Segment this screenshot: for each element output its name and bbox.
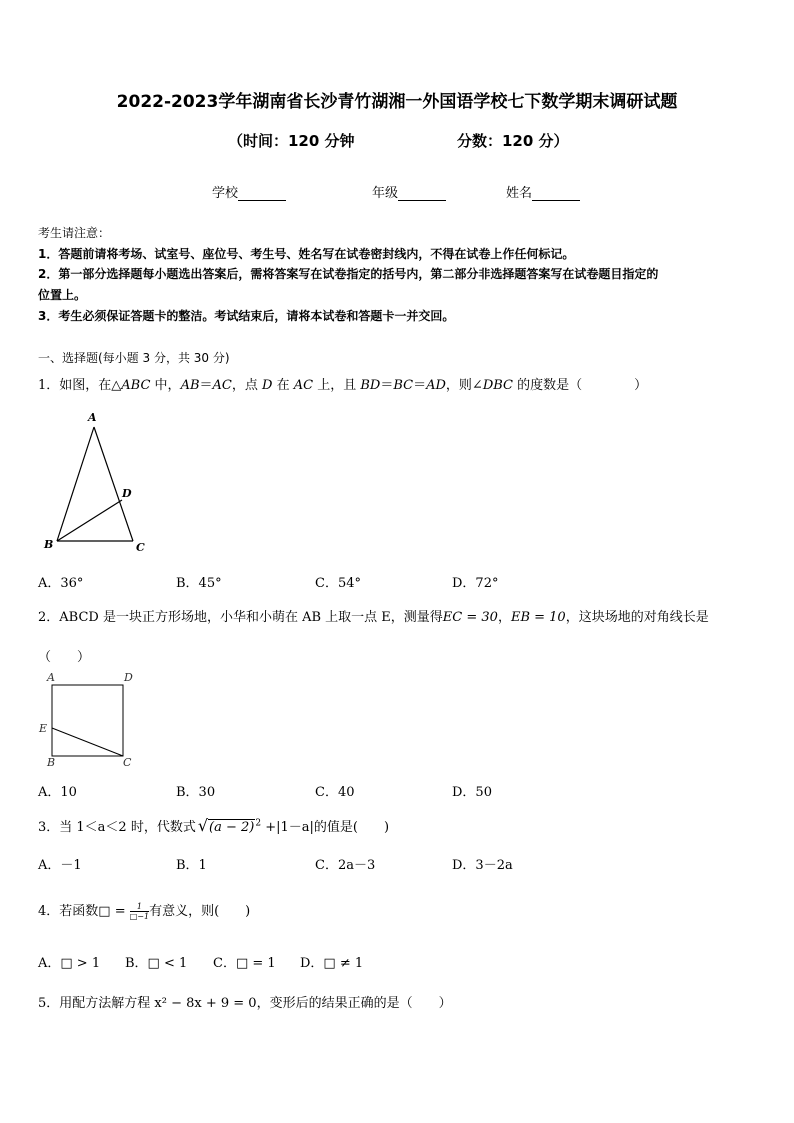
exam-time: （时间：120 分钟 <box>228 132 355 150</box>
q4-option-a[interactable]: A．□ > 1 <box>38 956 101 971</box>
question-1-text: 1．如图，在△ABC 中，AB＝AC，点 D 在 AC 上，且 BD＝BC＝AD，则∠DBC 的度数是（ ） <box>38 378 648 393</box>
q3-option-c[interactable]: C．2a－3 <box>315 858 376 873</box>
square-figure <box>35 668 145 770</box>
name-field <box>506 182 580 201</box>
q4-option-b[interactable]: B．□ < 1 <box>125 956 188 971</box>
square-label-a: A <box>47 671 55 684</box>
exam-score: 分数：120 分） <box>457 132 569 150</box>
segment-ec <box>52 728 123 756</box>
name-blank[interactable] <box>532 188 580 201</box>
q3-option-b[interactable]: B．1 <box>176 858 207 873</box>
question-3-text: 3．当 1＜a＜2 时，代数式 $√(a - 2)^2 +|1-a|$的值是( ) <box>38 816 390 835</box>
side-ab <box>57 427 94 541</box>
note-item-2-cont: 位置上。 <box>38 288 87 302</box>
note-item-3: 3．考生必须保证答题卡的整洁。考试结束后，请将本试卷和答题卡一并交回。 <box>38 309 455 323</box>
q4-option-c[interactable]: C．□ = 1 <box>213 956 276 971</box>
triangle-figure <box>30 405 160 555</box>
note-item-2: 2．第一部分选择题每小题选出答案后，需将答案写在试卷指定的括号内，第二部分非选择题答案写在试卷题目指定的 <box>38 267 659 281</box>
q2-option-b[interactable]: B．30 <box>176 785 216 800</box>
grade-field <box>372 182 446 201</box>
square-label-e: E <box>39 722 48 735</box>
q3-option-a[interactable]: A．－1 <box>38 858 82 873</box>
vertex-label-b: B <box>44 538 54 551</box>
q2-option-d[interactable]: D．50 <box>452 785 492 800</box>
school-label: 学校 <box>212 186 239 201</box>
page-title: 2022-2023学年湖南省长沙青竹湖湘一外国语学校七下数学期末调研试题 <box>116 92 678 112</box>
note-item-1: 1．答题前请将考场、试室号、座位号、考生号、姓名写在试卷密封线内，不得在试卷上作任何标记。 <box>38 247 575 261</box>
question-2-text: 2．ABCD 是一块正方形场地，小华和小萌在 AB 上取一点 E，测量得EC = 30，EB = 10，这块场地的对角线长是 <box>38 610 709 625</box>
question-4-text: 4．若函数□ = $\frac{1}{□-1}$ 有意义，则( ) <box>38 902 251 921</box>
q1-option-a[interactable]: A．36° <box>38 576 84 591</box>
q1-option-b[interactable]: B．45° <box>176 576 222 591</box>
school-field <box>212 182 286 201</box>
segment-bd <box>57 500 122 541</box>
square-label-c: C <box>123 756 132 769</box>
q1-option-c[interactable]: C．54° <box>315 576 361 591</box>
grade-label: 年级 <box>372 186 399 201</box>
grade-blank[interactable] <box>398 188 446 201</box>
question-5-text: 5．用配方法解方程 x² − 8x + 9 = 0，变形后的结果正确的是（ ） <box>38 996 452 1011</box>
q1-option-d[interactable]: D．72° <box>452 576 499 591</box>
vertex-label-d: D <box>122 487 132 500</box>
side-ac <box>94 427 133 541</box>
school-blank[interactable] <box>238 188 286 201</box>
question-2-paren: （ ） <box>38 650 91 665</box>
section-heading: 一、选择题(每小题 3 分，共 30 分) <box>38 351 230 365</box>
q2-option-a[interactable]: A．10 <box>38 785 77 800</box>
square-label-b: B <box>47 756 56 769</box>
q4-option-d[interactable]: D．□ ≠ 1 <box>300 956 364 971</box>
name-label: 姓名 <box>506 186 533 201</box>
vertex-label-a: A <box>88 411 97 424</box>
notes-heading: 考生请注意： <box>38 226 111 240</box>
square-label-d: D <box>124 671 133 684</box>
q2-option-c[interactable]: C．40 <box>315 785 355 800</box>
square-abcd <box>52 685 123 756</box>
q3-option-d[interactable]: D．3－2a <box>452 858 513 873</box>
vertex-label-c: C <box>136 541 145 554</box>
